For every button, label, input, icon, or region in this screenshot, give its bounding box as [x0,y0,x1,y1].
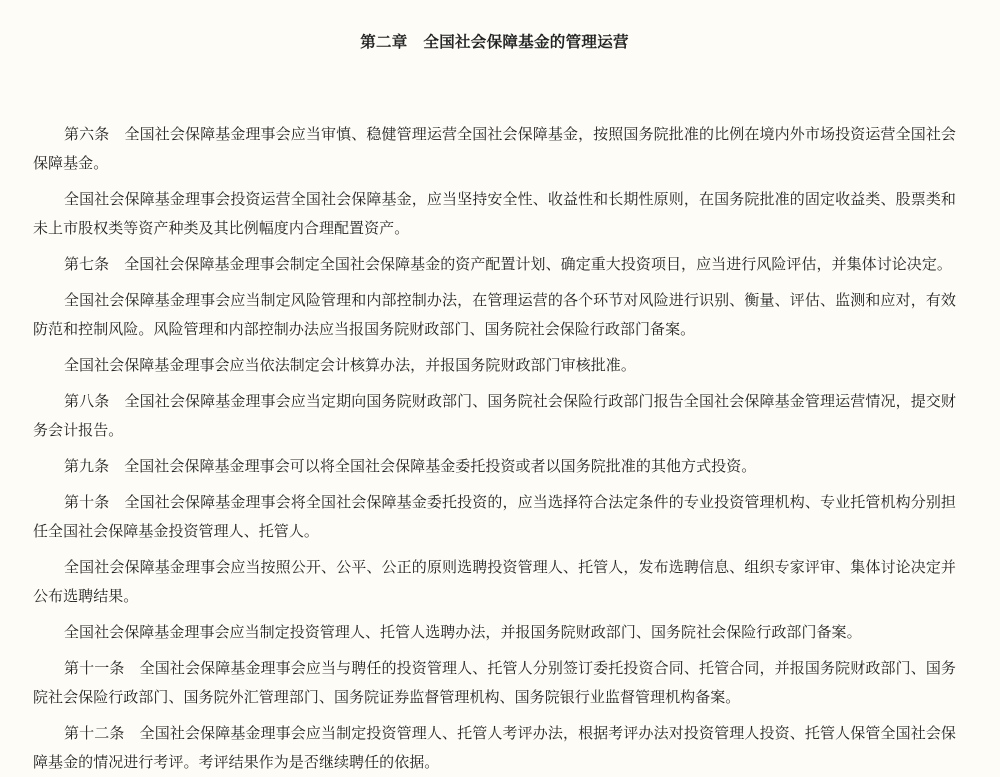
article-11-paragraph: 第十一条 全国社会保障基金理事会应当与聘任的投资管理人、托管人分别签订委托投资合同、托管合同，并报国务院财政部门、国务院社会保险行政部门、国务院外汇管理部门、国务院证券监督管理机构、国务院银行业监督管理机构备案。 [33,659,956,706]
article-7-paragraph-3: 全国社会保障基金理事会应当依法制定会计核算办法，并报国务院财政部门审核批准。 [64,356,636,374]
article-8-paragraph: 第八条 全国社会保障基金理事会应当定期向国务院财政部门、国务院社会保险行政部门报告全国社会保障基金管理运营情况，提交财务会计报告。 [33,392,956,439]
article-10-paragraph: 第十条 全国社会保障基金理事会将全国社会保障基金委托投资的，应当选择符合法定条件的专业投资管理机构、专业托管机构分别担任全国社会保障基金投资管理人、托管人。 [33,493,956,540]
article-12-paragraph: 第十二条 全国社会保障基金理事会应当制定投资管理人、托管人考评办法，根据考评办法对投资管理人投资、托管人保管全国社会保障基金的情况进行考评。考评结果作为是否继续聘任的依据。 [33,724,956,771]
article-10-paragraph-2: 全国社会保障基金理事会应当按照公开、公平、公正的原则选聘投资管理人、托管人，发布选聘信息、组织专家评审、集体讨论决定并公布选聘结果。 [33,558,956,605]
article-10-paragraph-3: 全国社会保障基金理事会应当制定投资管理人、托管人选聘办法，并报国务院财政部门、国务院社会保险行政部门备案。 [64,623,862,641]
article-6-paragraph: 第六条 全国社会保障基金理事会应当审慎、稳健管理运营全国社会保障基金，按照国务院批准的比例在境内外市场投资运营全国社会保障基金。 [33,125,956,172]
article-list [33,120,956,777]
article-7-paragraph-2: 全国社会保障基金理事会应当制定风险管理和内部控制办法，在管理运营的各个环节对风险进行识别、衡量、评估、监测和应对，有效防范和控制风险。风险管理和内部控制办法应当报国务院财政部门、国务院社会保险行政部门备案。 [33,291,956,338]
article-9-paragraph: 第九条 全国社会保障基金理事会可以将全国社会保障基金委托投资或者以国务院批准的其他方式投资。 [64,457,757,475]
article-7-paragraph: 第七条 全国社会保障基金理事会制定全国社会保障基金的资产配置计划、确定重大投资项目，应当进行风险评估，并集体讨论决定。 [64,255,952,273]
chapter-title: 第二章 全国社会保障基金的管理运营 [360,33,629,51]
article-6-paragraph-2: 全国社会保障基金理事会投资运营全国社会保障基金，应当坚持安全性、收益性和长期性原则，在国务院批准的固定收益类、股票类和未上市股权类等资产种类及其比例幅度内合理配置资产。 [33,190,956,237]
